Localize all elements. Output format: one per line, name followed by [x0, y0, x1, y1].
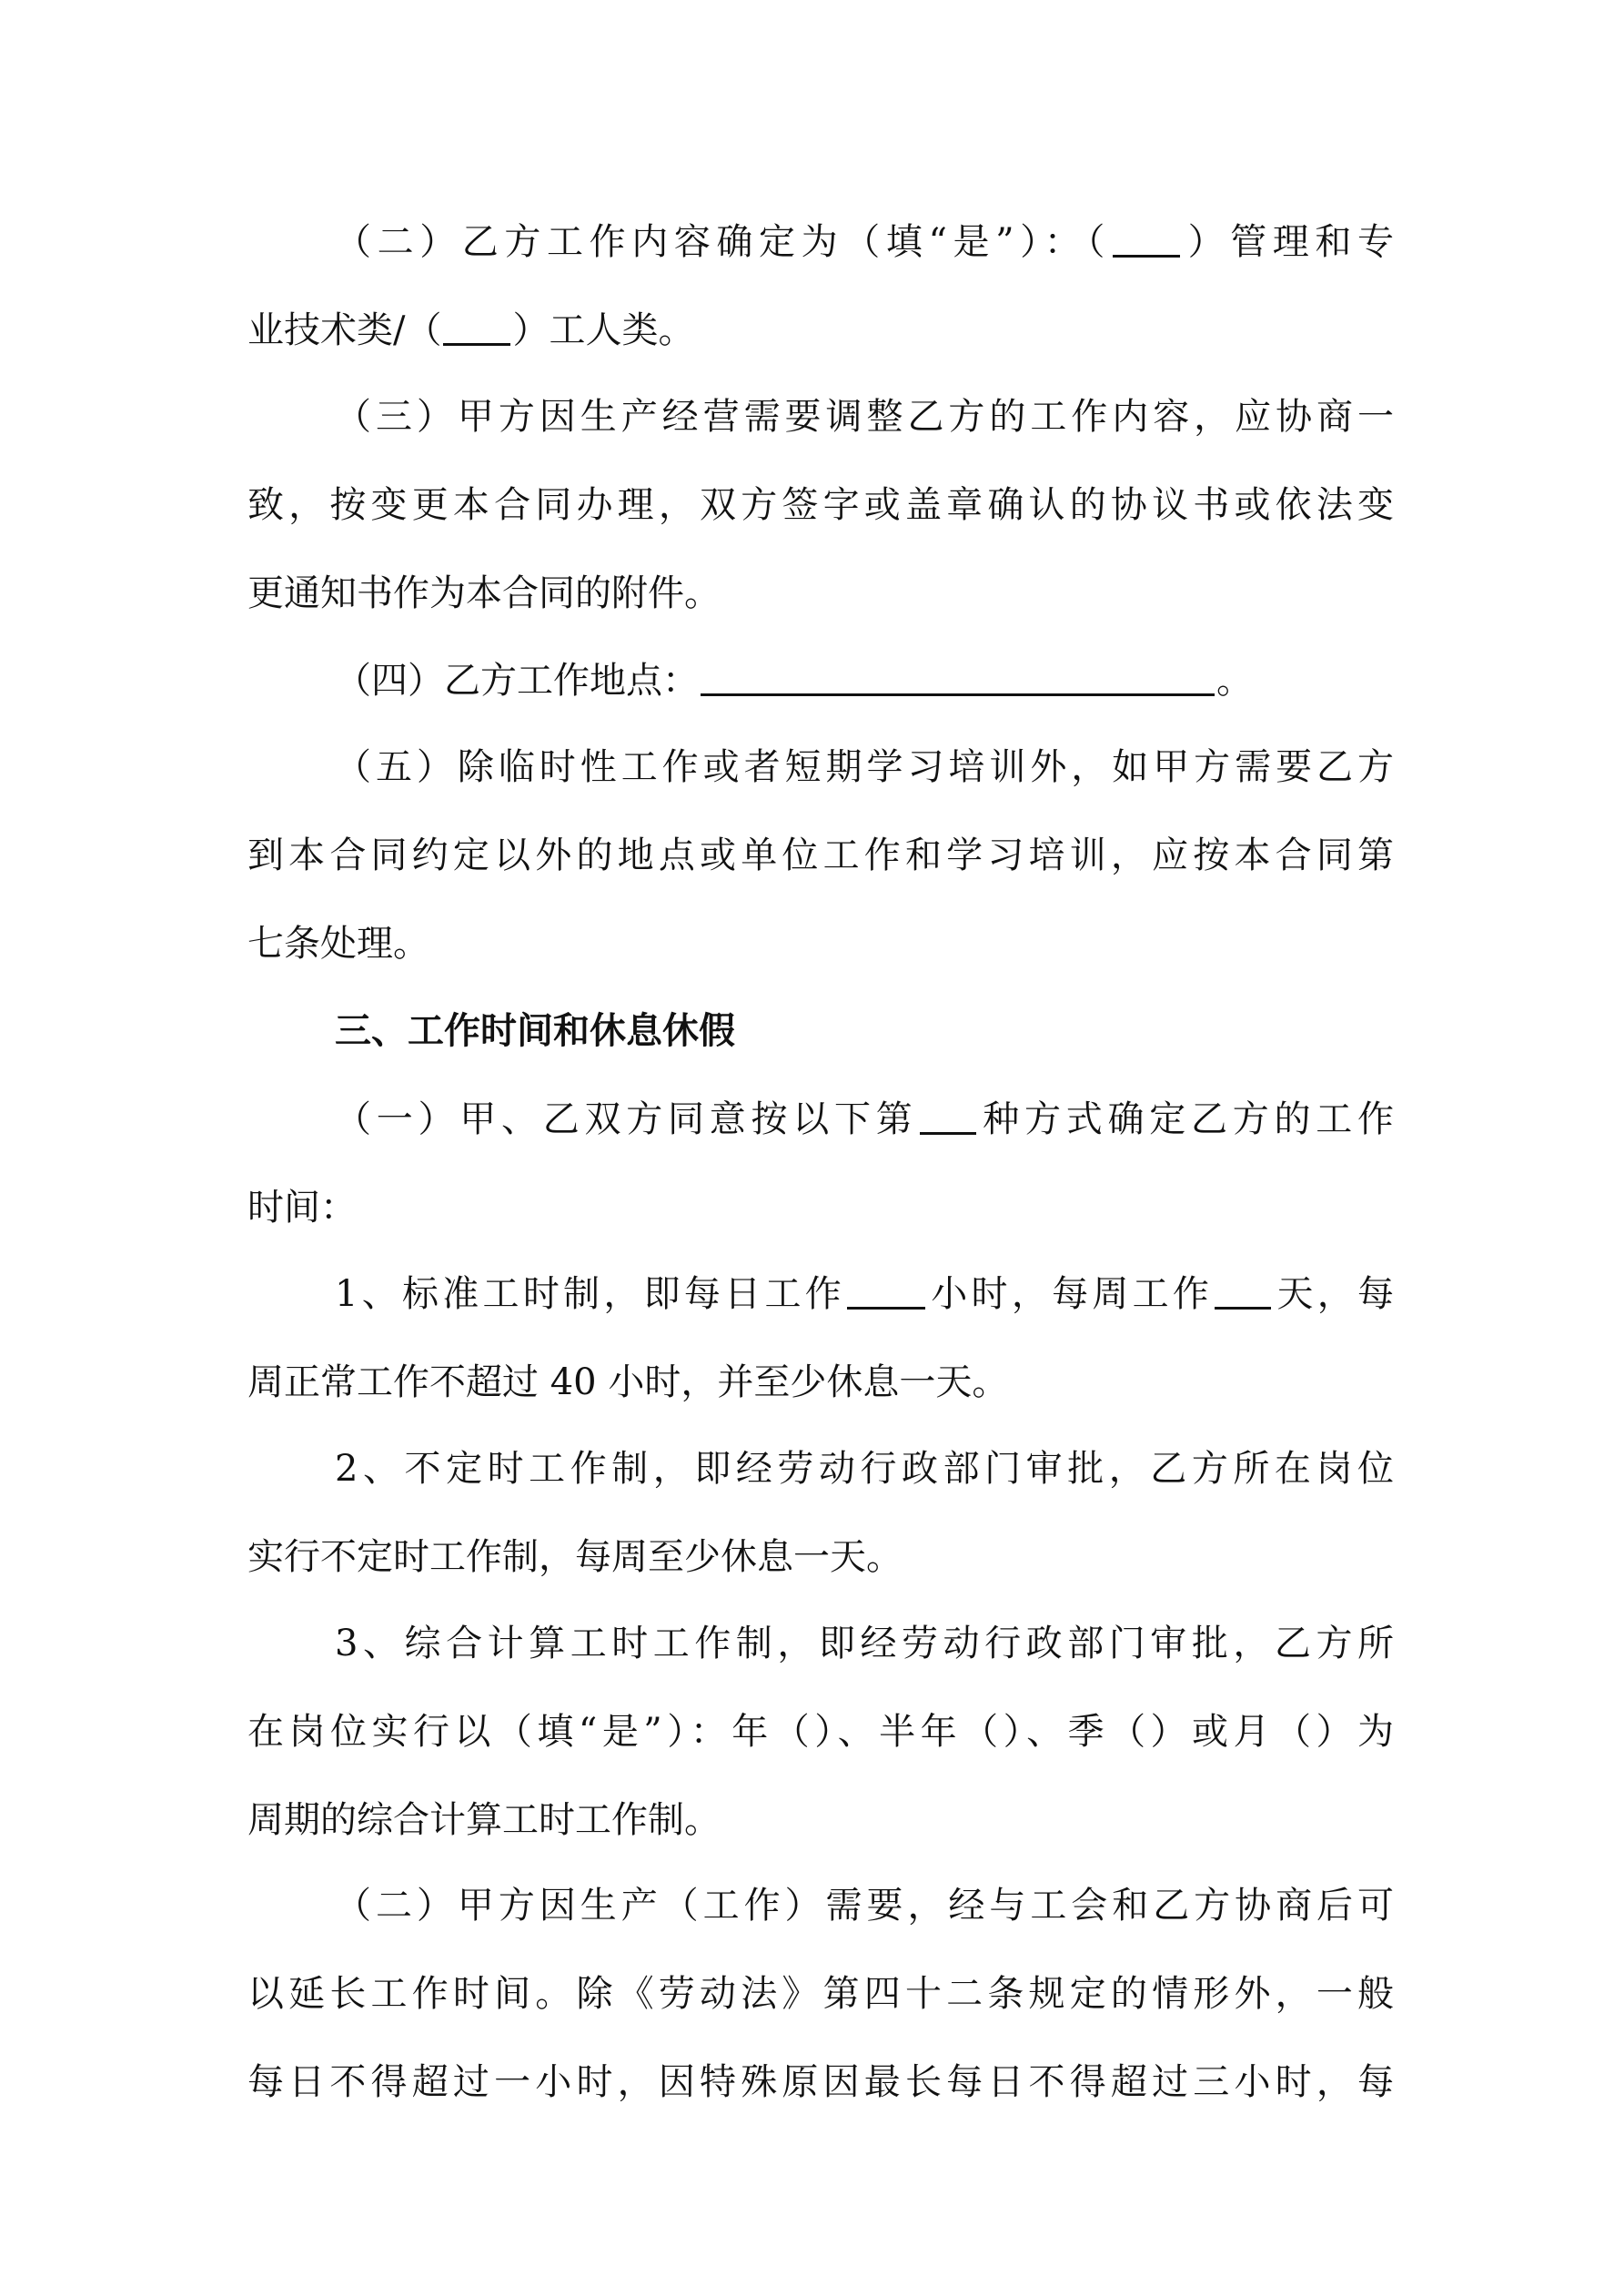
text-segment: ）工人类。 — [512, 309, 695, 351]
work-location-blank[interactable] — [701, 663, 1215, 696]
paragraph-line: 以延长工作时间。除《劳动法》第四十二条规定的情形外，一般 — [247, 1973, 1394, 2015]
paragraph-job-content-type — [247, 198, 1394, 375]
paragraph-line: 每日不得超过一小时，因特殊原因最长每日不得超过三小时，每 — [247, 2061, 1394, 2103]
paragraph-line: 到本合同约定以外的地点或单位工作和学习培训，应按本合同第 — [247, 834, 1394, 876]
paragraph-line — [247, 198, 1394, 287]
paragraph-line — [247, 637, 1394, 725]
text-segment: ）管理和专 — [1181, 221, 1395, 263]
hours-per-day-blank[interactable] — [847, 1276, 925, 1310]
paragraph-line: 致，按变更本合同办理，双方签字或盖章确认的协议书或依法变 — [247, 484, 1394, 526]
text-segment: 业技术类/（ — [247, 309, 442, 351]
paragraph-line: （三）甲方因生产经营需要调整乙方的工作内容，应协商一 — [335, 396, 1394, 438]
paragraph-comprehensive-hours — [247, 1600, 1394, 1865]
paragraph-work-location — [247, 637, 1394, 725]
paragraph-overtime — [247, 1862, 1394, 2127]
text-segment: 天，每 — [1273, 1273, 1395, 1315]
paragraph-line: 在岗位实行以（填“是”）：年（）、半年（）、季（）或月（）为 — [247, 1711, 1394, 1753]
paragraph-adjust-work-content — [247, 373, 1394, 638]
paragraph-temporary-work — [247, 723, 1394, 988]
days-per-week-blank[interactable] — [1215, 1276, 1271, 1310]
paragraph-line: 更通知书作为本合同的附件。 — [247, 572, 721, 614]
paragraph-line: 七条处理。 — [247, 923, 429, 965]
paragraph-line: （二）甲方因生产（工作）需要，经与工会和乙方协商后可 — [335, 1885, 1394, 1927]
fill-in-blank[interactable] — [443, 312, 510, 346]
paragraph-line: （五）除临时性工作或者短期学习培训外，如甲方需要乙方 — [335, 746, 1394, 788]
paragraph-line: 时间： — [247, 1187, 357, 1229]
paragraph-line: 3、综合计算工时工作制，即经劳动行政部门审批，乙方所 — [335, 1623, 1394, 1664]
text-segment: 。 — [1216, 660, 1253, 702]
heading-text: 三、工作时间和休息休假 — [335, 1010, 735, 1052]
text-segment: （一）甲、乙双方同意按以下第 — [335, 1098, 918, 1140]
paragraph-line — [247, 287, 1394, 375]
text-segment: （四）乙方工作地点： — [335, 660, 699, 702]
paragraph-flexible-hours — [247, 1425, 1394, 1602]
paragraph-work-hours-method — [247, 1076, 1394, 1252]
paragraph-standard-hours — [247, 1250, 1394, 1427]
section-heading — [247, 987, 1394, 1076]
fill-in-blank[interactable] — [1113, 224, 1180, 258]
method-number-blank[interactable] — [920, 1101, 976, 1135]
paragraph-line: 2、不定时工作制，即经劳动行政部门审批，乙方所在岗位 — [335, 1448, 1394, 1490]
text-segment: 种方式确定乙方的工作 — [977, 1098, 1394, 1140]
text-segment: 小时，每周工作 — [927, 1273, 1214, 1315]
text-segment: （二）乙方工作内容确定为（填“是”）：（ — [335, 221, 1111, 263]
paragraph-line — [247, 1076, 1394, 1164]
paragraph-line — [247, 1250, 1394, 1339]
paragraph-line: 周期的综合计算工时工作制。 — [247, 1799, 721, 1841]
text-segment: 1、标准工时制，即每日工作 — [335, 1273, 845, 1315]
paragraph-line: 实行不定时工作制，每周至少休息一天。 — [247, 1536, 903, 1578]
paragraph-line: 周正常工作不超过 40 小时，并至少休息一天。 — [247, 1361, 1009, 1403]
